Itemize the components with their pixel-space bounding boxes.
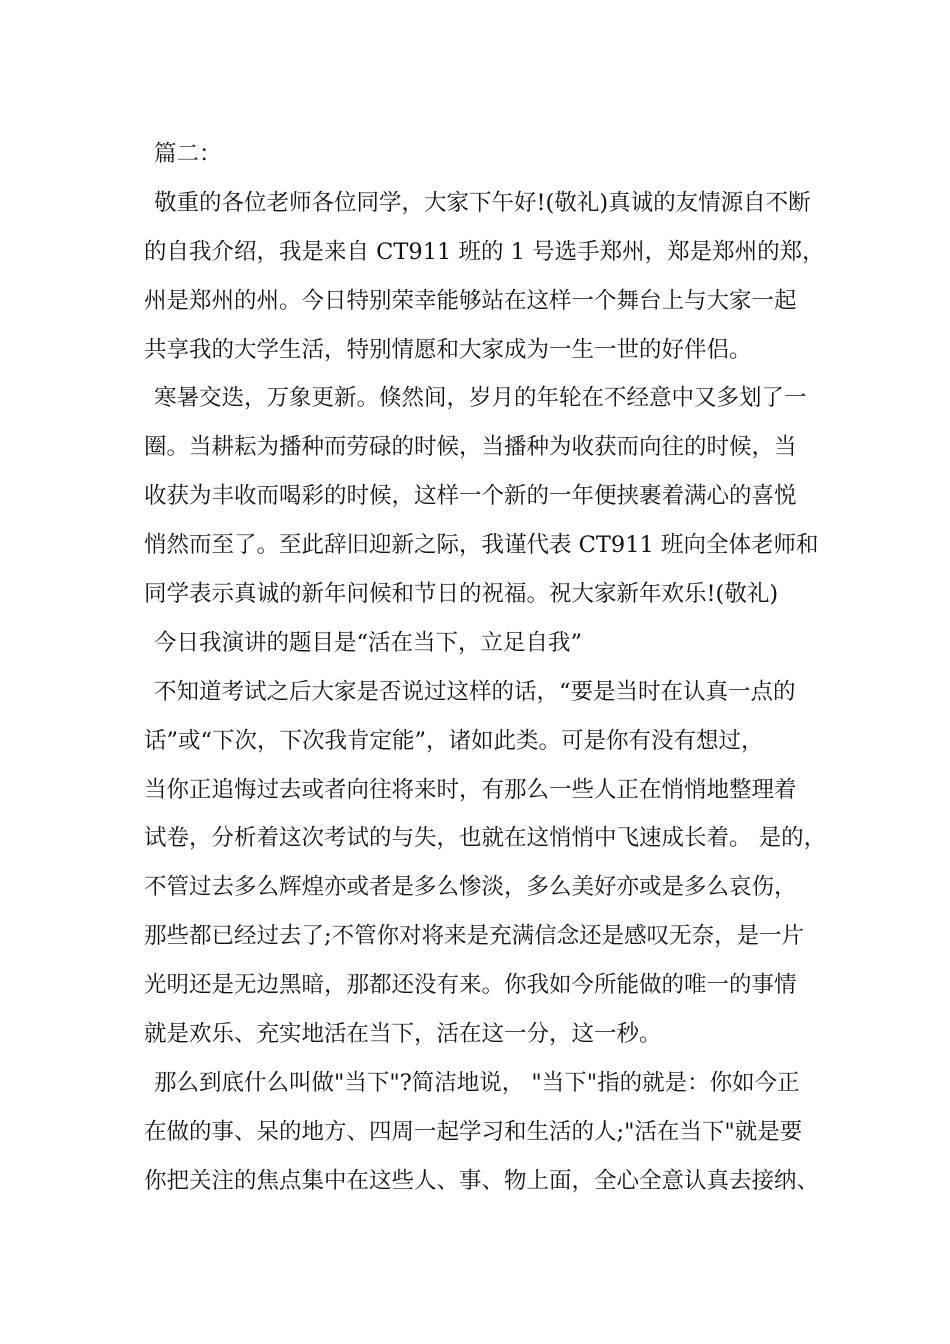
paragraph-line: 敬重的各位老师各位同学，大家下午好!(敬礼)真诚的友情源自不断	[154, 189, 811, 216]
paragraph-line: 今日我演讲的题目是“活在当下，立足自我”	[154, 629, 583, 656]
paragraph-line: 不管过去多么辉煌亦或者是多么惨淡，多么美好亦或是多么哀伤，	[144, 874, 797, 901]
paragraph-line: 就是欢乐、充实地活在当下，活在这一分，这一秒。	[144, 1021, 662, 1048]
paragraph-line: 那些都已经过去了;不管你对将来是充满信念还是感叹无奈，是一片	[144, 923, 805, 950]
paragraph-line: 收获为丰收而喝彩的时候，这样一个新的一年便挟裹着满心的喜悦	[144, 483, 797, 510]
paragraph-line: 话”或“下次，下次我肯定能”，诸如此类。可是你有没有想过，	[144, 727, 764, 754]
document-body	[144, 130, 827, 1206]
paragraph-line: 光明还是无边黑暗，那都还没有来。你我如今所能做的唯一的事情	[144, 972, 797, 999]
section-heading: 篇二：	[154, 141, 222, 167]
paragraph-line: 寒暑交迭，万象更新。倏然间，岁月的年轮在不经意中又多划了一	[154, 385, 807, 412]
paragraph-line: 你把关注的焦点集中在这些人、事、物上面，全心全意认真去接纳、	[144, 1167, 820, 1194]
paragraph-line: 不知道考试之后大家是否说过这样的话，“要是当时在认真一点的	[154, 678, 796, 705]
paragraph-line: 在做的事、呆的地方、四周一起学习和生活的人;"活在当下"就是要	[144, 1118, 803, 1145]
paragraph-line: 共享我的大学生活，特别情愿和大家成为一生一世的好伴侣。	[144, 336, 752, 363]
paragraph-line: 州是郑州的州。今日特别荣幸能够站在这样一个舞台上与大家一起	[144, 287, 797, 314]
paragraph-line: 同学表示真诚的新年问候和节日的祝福。祝大家新年欢乐!(敬礼)	[144, 581, 779, 608]
paragraph-line: 那么到底什么叫做"当下"?简洁地说， "当下"指的就是：你如今正	[154, 1069, 800, 1096]
paragraph-line: 当你正追悔过去或者向往将来时，有那么一些人正在悄悄地整理着	[144, 776, 797, 803]
paragraph-line: 试卷，分析着这次考试的与失，也就在这悄悄中飞速成长着。 是的，	[144, 825, 827, 852]
paragraph-line: 的自我介绍，我是来自 CT911 班的 1 号选手郑州，郑是郑州的郑，	[144, 238, 825, 265]
paragraph-line: 圈。当耕耘为播种而劳碌的时候，当播种为收获而向往的时候，当	[144, 434, 797, 461]
paragraph-line: 悄然而至了。至此辞旧迎新之际，我谨代表 CT911 班向全体老师和	[144, 532, 819, 559]
